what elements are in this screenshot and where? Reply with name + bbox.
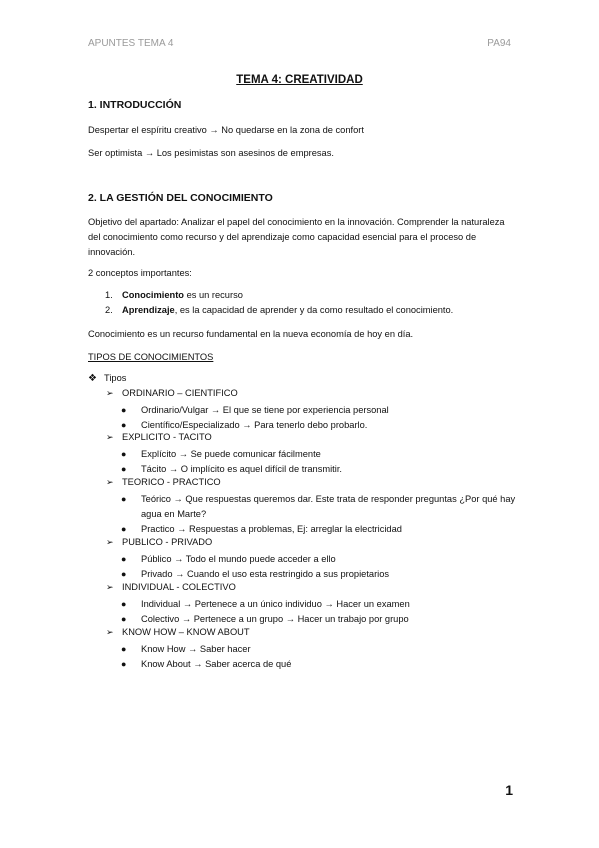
arrow-bullet-icon: ➢ xyxy=(106,477,114,487)
arrow-bullet-icon: ➢ xyxy=(106,537,114,547)
header-left: APUNTES TEMA 4 xyxy=(88,38,174,49)
type-item-text: Individual → Pertenece a un único individuo → Hacer un examen xyxy=(141,599,410,609)
type-group-name: PUBLICO - PRIVADO xyxy=(122,537,213,547)
section1-paragraph-1: Despertar el espíritu creativo → No quedarse en la zona de confort xyxy=(88,125,364,135)
dot-bullet-icon: ● xyxy=(121,464,127,474)
type-group xyxy=(106,477,221,488)
type-item-text: Practico → Respuestas a problemas, Ej: arreglar la electricidad xyxy=(141,524,402,534)
arrow-bullet-icon: ➢ xyxy=(106,432,114,442)
type-item-text: Teórico → Que respuestas queremos dar. Este trata de responder preguntas ¿Por qué hay agua en Marte? xyxy=(141,494,516,519)
types-subheading: TIPOS DE CONOCIMIENTOS xyxy=(88,352,214,362)
type-item xyxy=(121,403,516,418)
type-item xyxy=(121,657,516,672)
type-group-name: KNOW HOW – KNOW ABOUT xyxy=(122,627,250,637)
type-group xyxy=(106,627,250,638)
type-item-text: Ordinario/Vulgar → El que se tiene por experiencia personal xyxy=(141,405,389,415)
concept-number: 1. xyxy=(105,290,113,300)
dot-bullet-icon: ● xyxy=(121,524,127,534)
dot-bullet-icon: ● xyxy=(121,644,127,654)
page-title: TEMA 4: CREATIVIDAD xyxy=(236,74,363,86)
concept-description: , es la capacidad de aprender y da como resultado el conocimiento. xyxy=(174,305,454,315)
type-item-text: Científico/Especializado → Para tenerlo debo probarlo. xyxy=(141,420,368,430)
type-item-text: Colectivo → Pertenece a un grupo → Hacer un trabajo por grupo xyxy=(141,614,409,624)
concept-item xyxy=(105,305,453,315)
type-item xyxy=(121,552,516,567)
concept-number: 2. xyxy=(105,305,113,315)
type-group xyxy=(106,537,212,548)
types-label: Tipos xyxy=(104,373,127,383)
dot-bullet-icon: ● xyxy=(121,554,127,564)
type-item xyxy=(121,462,516,477)
type-item xyxy=(121,522,516,537)
concept-item xyxy=(105,290,243,300)
type-item xyxy=(121,567,516,582)
type-group-name: INDIVIDUAL - COLECTIVO xyxy=(122,582,236,592)
type-item xyxy=(121,597,516,612)
section2-heading: 2. LA GESTIÓN DEL CONOCIMIENTO xyxy=(88,192,273,204)
dot-bullet-icon: ● xyxy=(121,405,127,415)
type-item-text: Know About → Saber acerca de qué xyxy=(141,659,292,669)
arrow-bullet-icon: ➢ xyxy=(106,582,114,592)
type-group xyxy=(106,388,238,399)
type-group-name: ORDINARIO – CIENTIFICO xyxy=(122,388,238,398)
type-group-name: EXPLICITO - TACITO xyxy=(122,432,212,442)
dot-bullet-icon: ● xyxy=(121,420,127,430)
dot-bullet-icon: ● xyxy=(121,599,127,609)
type-group-name: TEORICO - PRACTICO xyxy=(122,477,221,487)
diamond-bullet-icon: ❖ xyxy=(88,373,97,384)
resource-note: Conocimiento es un recurso fundamental en la nueva economía de hoy en día. xyxy=(88,329,414,339)
type-item-text: Tácito → O implícito es aquel difícil de transmitir. xyxy=(141,464,342,474)
type-item-text: Público → Todo el mundo puede acceder a ello xyxy=(141,554,336,564)
type-item-text: Privado → Cuando el uso esta restringido a sus propietarios xyxy=(141,569,390,579)
arrow-bullet-icon: ➢ xyxy=(106,627,114,637)
concept-term: Conocimiento xyxy=(122,290,184,300)
concept-description: es un recurso xyxy=(183,290,243,300)
type-item xyxy=(121,418,516,433)
type-item xyxy=(121,447,516,462)
types-list-item xyxy=(88,373,126,384)
concepts-intro: 2 conceptos importantes: xyxy=(88,268,192,278)
dot-bullet-icon: ● xyxy=(121,659,127,669)
type-item xyxy=(121,492,516,522)
dot-bullet-icon: ● xyxy=(121,569,127,579)
type-item xyxy=(121,642,516,657)
dot-bullet-icon: ● xyxy=(121,614,127,624)
dot-bullet-icon: ● xyxy=(121,494,127,504)
type-item-text: Explícito → Se puede comunicar fácilmente xyxy=(141,449,321,459)
arrow-bullet-icon: ➢ xyxy=(106,388,114,398)
concept-term: Aprendizaje xyxy=(122,305,175,315)
section1-paragraph-2: Ser optimista → Los pesimistas son asesinos de empresas. xyxy=(88,148,334,158)
type-item xyxy=(121,612,516,627)
page-number: 1 xyxy=(505,782,513,798)
header-right: PA94 xyxy=(487,38,511,49)
type-group xyxy=(106,582,236,593)
type-item-text: Know How → Saber hacer xyxy=(141,644,251,654)
dot-bullet-icon: ● xyxy=(121,449,127,459)
type-group xyxy=(106,432,212,443)
section1-heading: 1. INTRODUCCIÓN xyxy=(88,99,182,111)
section2-objective: Objetivo del apartado: Analizar el papel del conocimiento en la innovación. Comprender la naturaleza del conocimiento como recurso y del aprendizaje como capacidad esencial para el proceso de innovación. xyxy=(88,217,505,257)
